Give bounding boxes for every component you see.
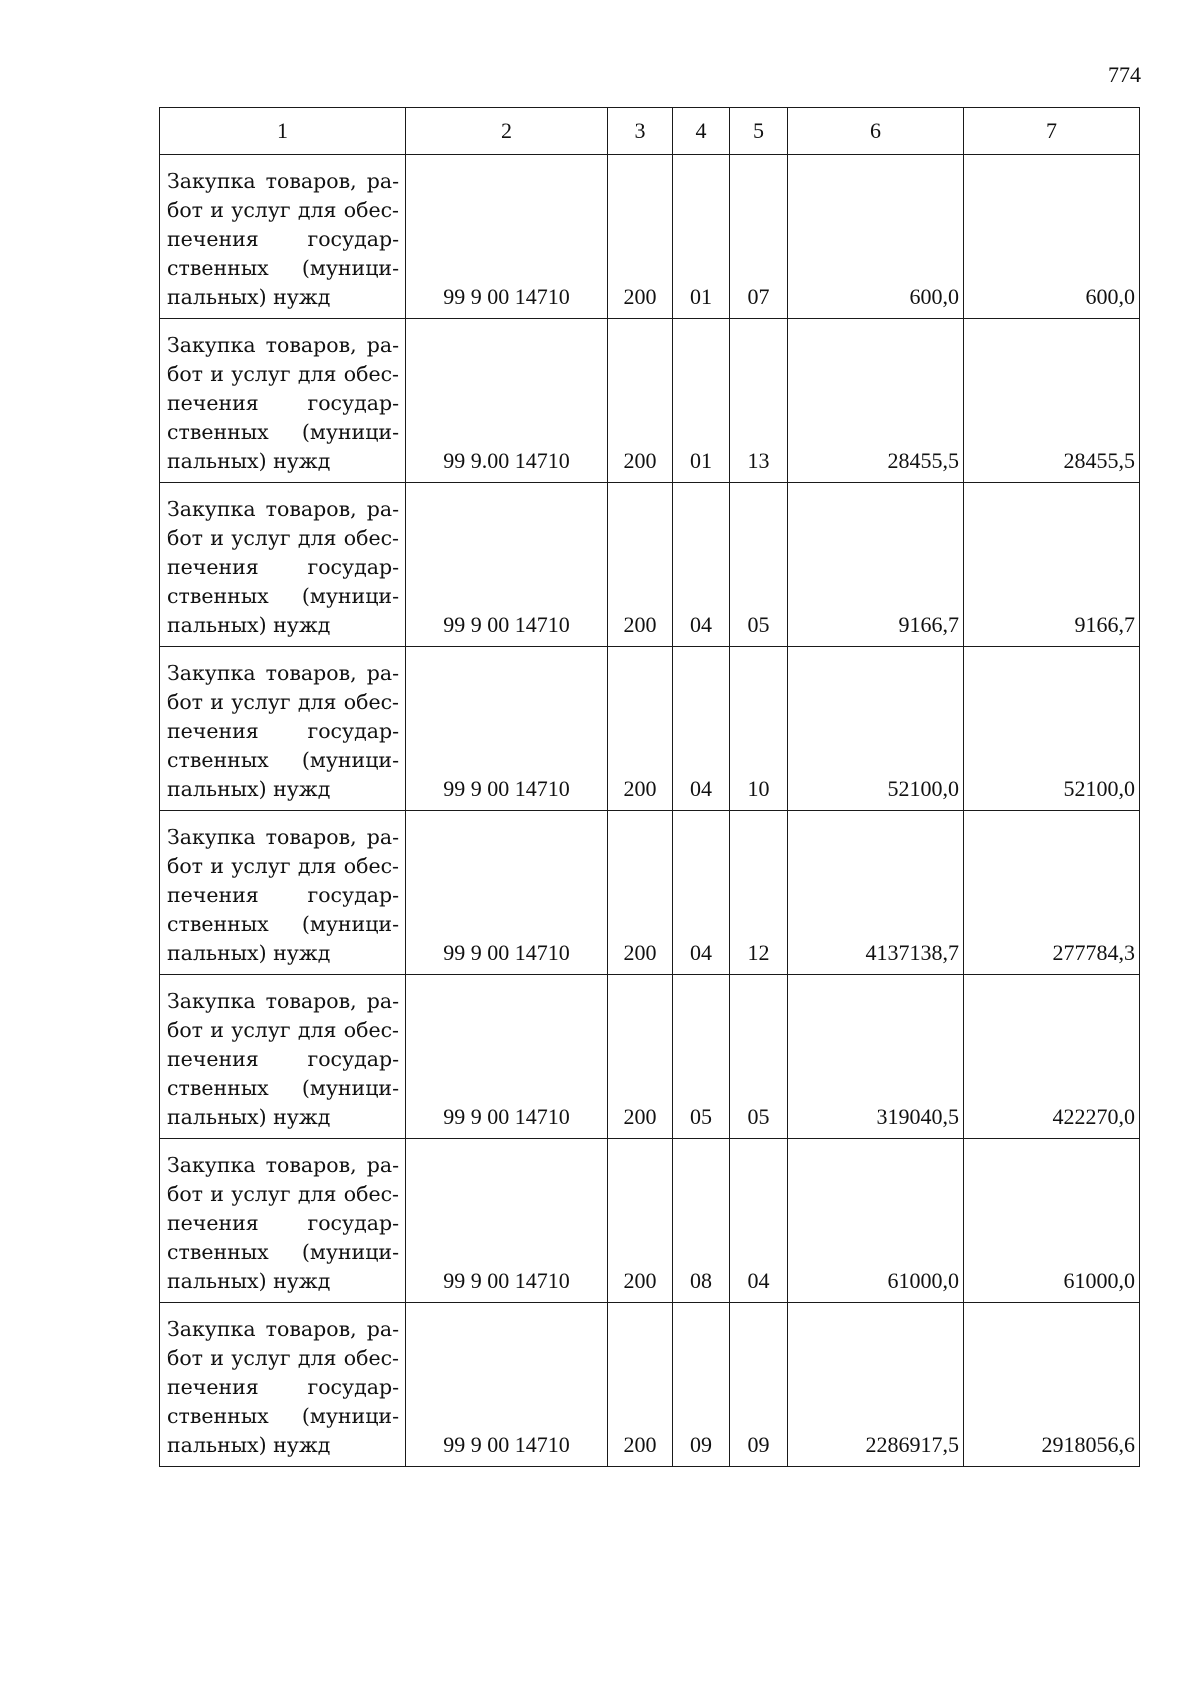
row-description xyxy=(160,647,406,811)
description-line: бот и услуг для обес- xyxy=(167,198,399,222)
table-body xyxy=(160,155,1140,1467)
row-subsection: 10 xyxy=(730,647,788,811)
table-row xyxy=(160,319,1140,483)
row-amount-col7: 2918056,6 xyxy=(964,1303,1140,1467)
row-description xyxy=(160,1139,406,1303)
table-row xyxy=(160,155,1140,319)
description-line: пальных) нужд xyxy=(167,1105,331,1129)
budget-table xyxy=(159,107,1140,1467)
description-line: ственных (муници- xyxy=(167,912,399,936)
row-expense-type: 200 xyxy=(608,1139,673,1303)
row-subsection: 04 xyxy=(730,1139,788,1303)
header-col-1: 1 xyxy=(160,108,406,155)
row-expense-type: 200 xyxy=(608,319,673,483)
table-row xyxy=(160,483,1140,647)
description-line: бот и услуг для обес- xyxy=(167,526,399,550)
description-line: пальных) нужд xyxy=(167,1269,331,1293)
description-line: бот и услуг для обес- xyxy=(167,1346,399,1370)
description-line: бот и услуг для обес- xyxy=(167,854,399,878)
row-expense-type: 200 xyxy=(608,975,673,1139)
row-amount-col7: 9166,7 xyxy=(964,483,1140,647)
row-amount-col7: 277784,3 xyxy=(964,811,1140,975)
row-expense-type: 200 xyxy=(608,155,673,319)
row-section: 01 xyxy=(673,319,730,483)
row-expense-type: 200 xyxy=(608,1303,673,1467)
description-line: ственных (муници- xyxy=(167,584,399,608)
row-amount-col6: 28455,5 xyxy=(788,319,964,483)
row-amount-col7: 28455,5 xyxy=(964,319,1140,483)
row-section: 05 xyxy=(673,975,730,1139)
row-code: 99 9 00 14710 xyxy=(406,1139,608,1303)
row-section: 04 xyxy=(673,483,730,647)
row-subsection: 05 xyxy=(730,975,788,1139)
description-line: пальных) нужд xyxy=(167,941,331,965)
description-line: ственных (муници- xyxy=(167,420,399,444)
row-subsection: 12 xyxy=(730,811,788,975)
description-line: ственных (муници- xyxy=(167,1076,399,1100)
row-description xyxy=(160,1303,406,1467)
row-code: 99 9 00 14710 xyxy=(406,1303,608,1467)
description-line: печения государ- xyxy=(167,1375,399,1399)
row-subsection: 05 xyxy=(730,483,788,647)
row-amount-col7: 600,0 xyxy=(964,155,1140,319)
description-line: Закупка товаров, ра- xyxy=(167,1153,399,1177)
description-line: пальных) нужд xyxy=(167,449,331,473)
row-amount-col6: 9166,7 xyxy=(788,483,964,647)
row-amount-col7: 52100,0 xyxy=(964,647,1140,811)
row-amount-col7: 422270,0 xyxy=(964,975,1140,1139)
row-amount-col7: 61000,0 xyxy=(964,1139,1140,1303)
row-section: 04 xyxy=(673,811,730,975)
header-col-2: 2 xyxy=(406,108,608,155)
row-code: 99 9 00 14710 xyxy=(406,155,608,319)
description-line: ственных (муници- xyxy=(167,1240,399,1264)
row-description xyxy=(160,155,406,319)
description-line: печения государ- xyxy=(167,719,399,743)
row-amount-col6: 319040,5 xyxy=(788,975,964,1139)
description-line: Закупка товаров, ра- xyxy=(167,989,399,1013)
description-line: печения государ- xyxy=(167,227,399,251)
description-line: пальных) нужд xyxy=(167,1433,331,1457)
table-row xyxy=(160,647,1140,811)
description-line: пальных) нужд xyxy=(167,777,331,801)
description-line: ственных (муници- xyxy=(167,256,399,280)
header-col-6: 6 xyxy=(788,108,964,155)
row-description xyxy=(160,483,406,647)
description-line: пальных) нужд xyxy=(167,613,331,637)
row-subsection: 07 xyxy=(730,155,788,319)
page-number: 774 xyxy=(1108,62,1141,87)
row-description xyxy=(160,975,406,1139)
row-amount-col6: 2286917,5 xyxy=(788,1303,964,1467)
row-amount-col6: 4137138,7 xyxy=(788,811,964,975)
row-description xyxy=(160,811,406,975)
row-code: 99 9.00 14710 xyxy=(406,319,608,483)
description-line: Закупка товаров, ра- xyxy=(167,661,399,685)
header-col-3: 3 xyxy=(608,108,673,155)
header-row xyxy=(160,108,1140,155)
description-line: бот и услуг для обес- xyxy=(167,690,399,714)
description-line: бот и услуг для обес- xyxy=(167,1018,399,1042)
row-section: 08 xyxy=(673,1139,730,1303)
description-line: ственных (муници- xyxy=(167,748,399,772)
header-col-7: 7 xyxy=(964,108,1140,155)
description-line: Закупка товаров, ра- xyxy=(167,333,399,357)
table-row xyxy=(160,1303,1140,1467)
row-code: 99 9 00 14710 xyxy=(406,483,608,647)
header-col-5: 5 xyxy=(730,108,788,155)
description-line: бот и услуг для обес- xyxy=(167,362,399,386)
row-section: 09 xyxy=(673,1303,730,1467)
row-code: 99 9 00 14710 xyxy=(406,975,608,1139)
description-line: печения государ- xyxy=(167,883,399,907)
description-line: печения государ- xyxy=(167,1047,399,1071)
description-line: печения государ- xyxy=(167,555,399,579)
description-line: Закупка товаров, ра- xyxy=(167,497,399,521)
row-amount-col6: 600,0 xyxy=(788,155,964,319)
row-code: 99 9 00 14710 xyxy=(406,811,608,975)
table-row xyxy=(160,1139,1140,1303)
row-code: 99 9 00 14710 xyxy=(406,647,608,811)
row-expense-type: 200 xyxy=(608,483,673,647)
table-row xyxy=(160,975,1140,1139)
header-col-4: 4 xyxy=(673,108,730,155)
table-row xyxy=(160,811,1140,975)
description-line: Закупка товаров, ра- xyxy=(167,1317,399,1341)
row-section: 01 xyxy=(673,155,730,319)
description-line: пальных) нужд xyxy=(167,285,331,309)
row-expense-type: 200 xyxy=(608,647,673,811)
description-line: печения государ- xyxy=(167,391,399,415)
description-line: ственных (муници- xyxy=(167,1404,399,1428)
description-line: Закупка товаров, ра- xyxy=(167,169,399,193)
row-section: 04 xyxy=(673,647,730,811)
row-description xyxy=(160,319,406,483)
description-line: печения государ- xyxy=(167,1211,399,1235)
row-amount-col6: 61000,0 xyxy=(788,1139,964,1303)
description-line: бот и услуг для обес- xyxy=(167,1182,399,1206)
row-expense-type: 200 xyxy=(608,811,673,975)
row-subsection: 09 xyxy=(730,1303,788,1467)
row-amount-col6: 52100,0 xyxy=(788,647,964,811)
row-subsection: 13 xyxy=(730,319,788,483)
description-line: Закупка товаров, ра- xyxy=(167,825,399,849)
